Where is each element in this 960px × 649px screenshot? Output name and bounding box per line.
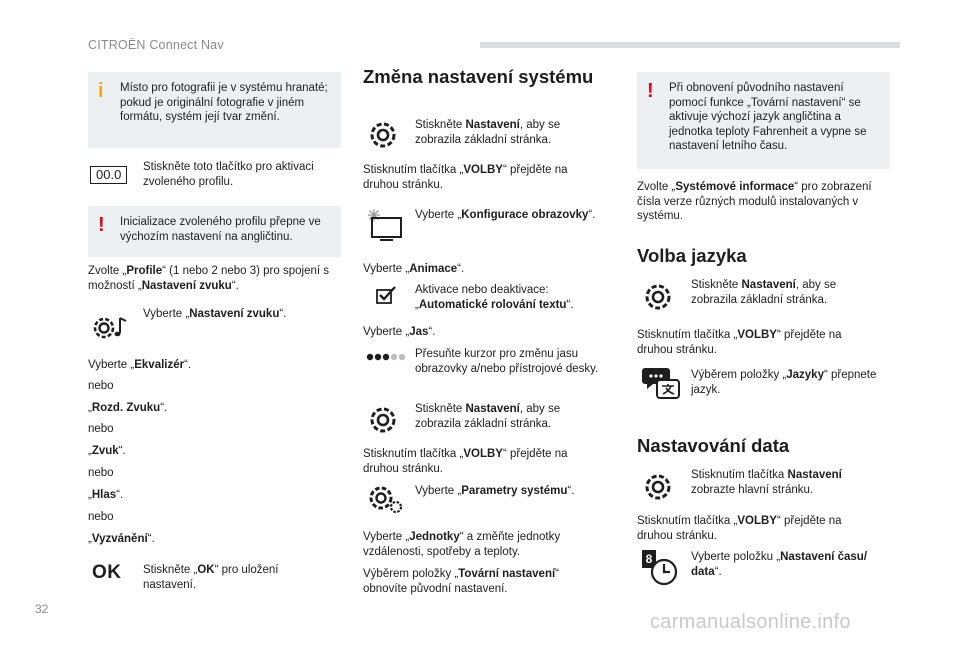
info-icon: i (98, 80, 104, 102)
settings-gear-icon (643, 472, 673, 502)
header-divider-bar (480, 42, 900, 48)
option-hlas: „Hlas“. (88, 489, 124, 501)
warning-note-text: Inicializace zvoleného profilu přepne ve výchozím nastavení na angličtinu. (120, 216, 321, 243)
profile-activate-text: Stiskněte toto tlačítko pro aktivaci zvoleného profilu. (143, 161, 314, 188)
or-text: nebo (88, 467, 114, 479)
option-rozd-zvuku: „Rozd. Zvuku“. (88, 402, 168, 414)
press-options-text: Stisknutím tlačítka „VOLBY“ přejděte na druhou stránku. (363, 164, 568, 191)
checkbox-icon (376, 285, 398, 305)
warning-note-factory (637, 72, 890, 169)
language-icon (642, 366, 682, 402)
select-system-parameters: Vyberte „Parametry systému“. (415, 485, 575, 497)
brightness-slider-icon (366, 352, 406, 362)
select-animation: Vyberte „Animace“. (363, 263, 465, 275)
calendar-clock-icon (640, 548, 680, 588)
system-parameters-icon (366, 483, 404, 515)
or-text: nebo (88, 423, 114, 435)
settings-gear-icon (643, 282, 673, 312)
or-text: nebo (88, 511, 114, 523)
select-equalizer: Vyberte „Ekvalizér“. (88, 359, 192, 371)
press-options-text: Stisknutím tlačítka „VOLBY“ přejděte na druhou stránku. (637, 329, 842, 356)
warning-note-profile (88, 206, 341, 257)
settings-gear-icon (368, 120, 398, 150)
factory-reset-text: Výběrem položky „Tovární nastavení“ obnovíte původní nastavení. (363, 568, 560, 595)
select-units-text: Vyberte „Jednotky“ a změňte jednotky vzdálenosti, spotřeby a teploty. (363, 531, 561, 558)
system-info-text: Zvolte „Systémové informace“ pro zobrazení čísla verze různých modulů instalovaných v systému. (637, 181, 872, 222)
move-cursor-text: Přesuňte kurzor pro změnu jasu obrazovky a/nebo přístrojové desky. (415, 348, 599, 375)
profile-button-icon: 00.0 (90, 166, 127, 184)
press-ok-text: Stiskněte „OK“ pro uložení nastavení. (143, 564, 279, 591)
warning-icon: ! (98, 214, 105, 236)
page-number: 32 (35, 602, 49, 616)
heading-system-settings: Změna nastavení systému (363, 66, 594, 87)
info-note (88, 72, 341, 148)
heading-date-settings: Nastavování data (637, 435, 790, 456)
select-languages-text: Výběrem položky „Jazyky“ přepnete jazyk. (691, 369, 877, 396)
press-settings-text: Stiskněte Nastavení, aby se zobrazila základní stránka. (415, 403, 561, 430)
toggle-auto-scroll-text: Aktivace nebo deaktivace: „Automatické rolování textu“. (415, 284, 574, 311)
heading-language: Volba jazyka (637, 245, 747, 266)
warning-note-text: Při obnovení původního nastavení pomocí funkce „Tovární nastavení“ se aktivuje výchozí jazyk angličtina a jednotka teploty Fahrenheit a vypne se nastavení letního času. (669, 82, 867, 152)
press-settings-text: Stiskněte Nastavení, aby se zobrazila základní stránka. (415, 119, 561, 146)
watermark: carmanualsonline.info (650, 611, 851, 633)
info-note-text: Místo pro fotografii je v systému hranaté; pokud je originální fotografie v jiném formátu, systém její tvar změní. (120, 82, 328, 123)
warning-icon: ! (647, 80, 654, 102)
or-text: nebo (88, 380, 114, 392)
select-brightness: Vyberte „Jas“. (363, 326, 436, 338)
press-options-text: Stisknutím tlačítka „VOLBY“ přejděte na druhou stránku. (637, 515, 842, 542)
press-options-text: Stisknutím tlačítka „VOLBY“ přejděte na druhou stránku. (363, 448, 568, 475)
option-vyzvaneni: „Vyzvánění“. (88, 533, 155, 545)
sound-settings-icon (90, 313, 130, 343)
ok-button-icon: OK (92, 562, 122, 583)
calendar-day-badge: 8 (645, 552, 653, 566)
screen-brightness-icon (366, 208, 406, 242)
select-time-date-text: Vyberte položku „Nastavení času/ data“. (691, 551, 868, 578)
press-settings-text: Stiskněte Nastavení, aby se zobrazila základní stránka. (691, 279, 837, 306)
settings-gear-icon (368, 405, 398, 435)
select-sound-settings: Vyberte „Nastavení zvuku“. (143, 308, 287, 320)
choose-profile-text: Zvolte „Profile“ (1 nebo 2 nebo 3) pro spojení s možností „Nastavení zvuku“. (88, 265, 329, 292)
press-settings-home-text: Stisknutím tlačítka Nastavení zobrazte hlavní stránku. (691, 469, 842, 496)
option-zvuk: „Zvuk“. (88, 445, 126, 457)
manual-header-title: CITROËN Connect Nav (88, 38, 224, 52)
select-screen-config: Vyberte „Konfigurace obrazovky“. (415, 209, 596, 221)
